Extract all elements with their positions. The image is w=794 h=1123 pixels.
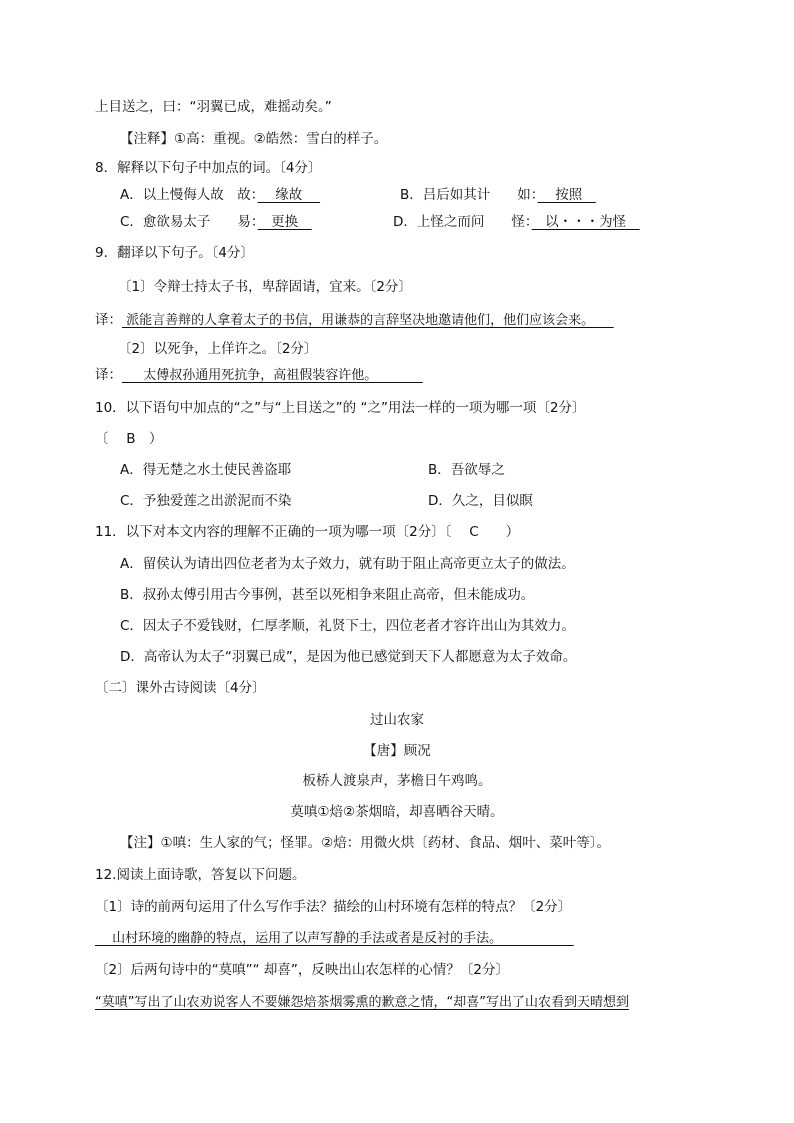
q12-answer-2 (95, 993, 629, 1012)
q12-answer-2-text: “莫嗔”写出了山农劝说客人不要嫌怨焙茶烟雾熏的歉意之情，“却喜”写出了山农看到天晴想到 (95, 995, 629, 1010)
q9-sentence-1: 〔1〕令辩士持太子书，卑辞固请，宜来。〔2分〕 (118, 279, 412, 295)
poem-note: 【注】①嗔：生人家的气；怪罪。②焙：用微火烘〔药材、食品、烟叶、菜叶等〕。 (120, 835, 610, 851)
q11-option-d: D．高帝认为太子“羽翼已成”，是因为他已感觉到天下人都愿意为太子效命。 (120, 649, 577, 665)
q11-option-b: B．叔孙太傅引用古今事例，甚至以死相争来阻止高帝，但未能成功。 (120, 587, 535, 603)
q12-answer-1-text: 山村环境的幽静的特点，运用了以声写静的手法或者是反衬的手法。 (95, 931, 574, 946)
section-2-heading: 〔二〕课外古诗阅读〔4分〕 (95, 680, 266, 696)
q10-answer: 〔 B ） (95, 431, 163, 447)
q8-option-c-text: C．愈欲易太子 易： (120, 214, 258, 230)
question-8-title: 8．解释以下句子中加点的词。〔4分〕 (95, 160, 322, 176)
q8-option-c (120, 213, 312, 231)
poem-line-1: 板桥人渡泉声，茅檐日午鸡鸣。 (302, 773, 492, 789)
q8-option-a-text: A．以上慢侮人故 故： (120, 187, 258, 203)
intro-line: 上目送之，曰：“羽翼已成，难摇动矣。” (95, 99, 332, 115)
poem-title: 过山农家 (370, 712, 424, 728)
q9-translation-1-answer: 派能言善辩的人拿着太子的书信，用谦恭的言辞坚决地邀请他们，他们应该会来。 (122, 313, 614, 328)
q8-option-a (120, 186, 320, 204)
q8-option-c-answer: 更换 (257, 214, 312, 230)
q9-translation-2-label: 译： (95, 367, 122, 383)
poem-author: 【唐】顾况 (363, 743, 431, 759)
q12-sub-question-1: 〔1〕诗的前两句运用了什么写作手法？描绘的山村环境有怎样的特点？〔2分〕 (95, 899, 572, 915)
q8-option-d-text: D．上怪之而问 怪： (393, 214, 532, 230)
q9-translation-1 (95, 311, 614, 330)
q8-option-a-answer: 缘故 (257, 187, 321, 203)
q11-option-a: A．留侯认为请出四位老者为太子效力，就有助于阻止高帝更立太子的做法。 (120, 556, 575, 572)
q9-translation-2-answer: 太傅叔孙通用死抗争，高祖假装容许他。 (122, 368, 423, 383)
q8-option-d (393, 213, 640, 231)
q8-option-b (400, 186, 596, 204)
q11-option-c: C．因太子不爱钱财，仁厚孝顺，礼贤下士，四位老者才容许出山为其效力。 (120, 618, 575, 634)
q8-option-b-text: B．吕后如其计 如： (400, 187, 538, 203)
question-12-title: 12.阅读上面诗歌，答复以下问题。 (95, 867, 306, 883)
q10-option-a: A．得无楚之水土使民善盗耶 (120, 462, 292, 478)
q8-option-b-answer: 按照 (537, 187, 596, 203)
question-9-title: 9．翻译以下句子。〔4分〕 (95, 245, 254, 261)
q9-translation-2 (95, 366, 423, 385)
annotation-note: 【注释】①高：重视。②皓然：雪白的样子。 (120, 131, 388, 147)
q9-sentence-2: 〔2〕以死争，上佯许之。〔2分〕 (118, 341, 318, 357)
question-10-title: 10．以下语句中加点的“之”与“上目送之”的 “之”用法一样的一项为哪一项〔2分〕 (95, 400, 586, 416)
q8-option-d-answer: 以・・・为怪 (531, 214, 640, 230)
question-11-title: 11．以下对本文内容的理解不正确的一项为哪一项〔2分〕〔 C ） (95, 524, 520, 540)
q10-option-c: C．予独爱莲之出淤泥而不染 (120, 493, 292, 509)
q10-option-d: D．久之，目似瞑 (428, 493, 533, 509)
q12-sub-question-2: 〔2〕后两句诗中的“莫嗔”“ 却喜”，反映出山农怎样的心情？〔2分〕 (95, 962, 509, 978)
q12-answer-1 (95, 929, 574, 948)
q9-translation-1-label: 译： (95, 312, 122, 328)
q10-option-b: B．吾欲辱之 (428, 462, 505, 478)
poem-line-2: 莫嗔①焙②茶烟暗，却喜晒谷天晴。 (290, 804, 504, 820)
